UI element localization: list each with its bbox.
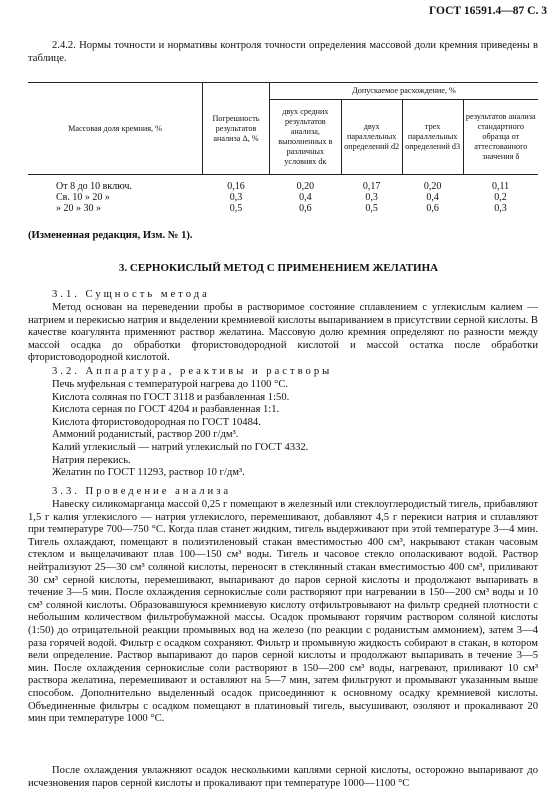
cell: 0,20 — [296, 181, 315, 192]
table-row — [28, 175, 538, 193]
reagent-item: Кислота соляная по ГОСТ 3118 и разбавленная 1:50. — [52, 391, 290, 403]
cell: 0,2 — [494, 192, 507, 203]
reagent-item: Желатин по ГОСТ 11293, раствор 10 г/дм³. — [52, 467, 245, 479]
subsection-3-3-text-2: После охлаждения увлажняют осадок несколькими каплями серной кислоты, осторожно выпаривают до исчезновения паров серной кислоты и прокаливают при температуре 1000—1100 °С — [28, 765, 538, 789]
page-header: ГОСТ 16591.4—87 С. 3 — [428, 5, 547, 17]
cell: 0,6 — [299, 203, 312, 214]
col-header-silicon: Массовая доля кремния, % — [28, 83, 203, 175]
col-header-delta: результатов анализа стандартного образца от аттестованного значения δ — [463, 100, 538, 175]
section-title: 3. СЕРНОКИСЛЫЙ МЕТОД С ПРИМЕНЕНИЕМ ЖЕЛАТИНА — [118, 262, 439, 274]
reagent-item: Кислота фтористоводородная по ГОСТ 10484. — [52, 416, 261, 428]
col-header-dk: двух средних результатов анализа, выполненных в различных условиях dк — [270, 100, 342, 175]
cell: 0,11 — [491, 181, 510, 192]
cell-range: » 20 » 30 » — [56, 203, 101, 214]
cell: 0,3 — [365, 192, 378, 203]
intro-paragraph: 2.4.2. Нормы точности и нормативы контроля точности определения массовой доли кремния приведены в таблице. — [28, 40, 538, 64]
table-row — [28, 192, 538, 203]
cell: 0,16 — [227, 181, 245, 192]
subsection-3-3-title: 3.3. Проведение анализа — [52, 486, 232, 497]
cell: 0,4 — [426, 192, 439, 203]
col-header-error: Погрешность результатов анализа Δ, % — [203, 83, 270, 175]
cell: 0,3 — [494, 203, 507, 214]
reagent-item: Натрия перекись. — [52, 454, 131, 466]
col-header-d3: трех параллельных определений d3 — [402, 100, 463, 175]
reagent-item: Кислота серная по ГОСТ 4204 и разбавленная 1:1. — [52, 404, 280, 416]
subsection-3-3-text: Навеску силикомарганца массой 0,25 г помещают в железный или стеклоуглеродистый тигель, прибавляют 1,5 г калия углекислого — натрия углекислого, перемешивают, добавляют 4,5 г перекиси натрия и сплавляют при температуре 700—750 °С. Когда плав станет жидким, тигель выдерживают при этой температуре 3—4 мин. Тигель охлаждают, помещают в полиэтиленовый стакан вместимостью 400 см³, накрывают стакан часовым стеклом и выщелачивают плав 100—150 см³ воды. Тигель и часовое стекло ополаскивают водой. Раствор нейтрализуют 25—30 см³ соляной кислоты, переносят в стеклянный стакан вместимостью 400 см³, приливают 30 см³ серной кислоты, перемешивают, выпаривают до паров серной кислоты и продолжают выпаривать в течение 3—5 мин. После охлаждения сернокислые соли растворяют при нагревании в 150—200 см³ воды и 10 см³ соляной кислоты. Образовавшуюся кремниевую кислоту отфильтровывают на фильтр средней плотности с небольшим количеством фильтробумажной массы. Осадок промывают горячим раствором соляной кислоты (1:50) до отрицательной реакции промывных вод на железо (по реакции с роданистым аммонием), затем 3—4 раза горячей водой. Фильтр с осадком сохраняют. Фильтр и промывную жидкость собирают в стакан, в котором вели определение. Раствор выпаривают до паров серной кислоты и продолжают выпаривать в течение 3—5 мин. После охлаждения сернокислые соли растворяют в 150—200 см³ воды, нагревают, приливают 10 см³ раствора желатина, перемешивают и оставляют на 5—7 мин, затем фильтруют и промывают указанным выше способом. Дополнительно выделенный осадок присоединяют к основному осадку кремниевой кислоты. Объединенные фильтры с осадком помещают в платиновый тигель, высушивают, озоляют и прокаливают 20 мин при температуре 1000 °С. — [28, 499, 538, 725]
cell: 0,6 — [426, 203, 439, 214]
cell: 0,17 — [362, 181, 381, 192]
cell-range: От 8 до 10 включ. — [56, 181, 132, 192]
table-row — [28, 203, 538, 214]
accuracy-table — [28, 82, 538, 214]
subsection-3-1-text: Метод основан на переведении пробы в растворимое состояние сплавлением с углекислым калием — натрием и перекисью натрия и выделении кремниевой кислоты выпариванием в присутствии серной кислоты. В качестве коагулянта применяют раствор желатина. Массовую долю кремния определяют по разности между массой осадка до обработки фтористоводородной кислотой и массой остатка после обработки фтористоводородной кислотой. — [28, 302, 538, 364]
cell: 0,5 — [365, 203, 378, 214]
reagent-item: Печь муфельная с температурой нагрева до 1100 °С. — [52, 379, 289, 390]
subsection-3-2-title: 3.2. Аппаратура, реактивы и растворы — [52, 366, 333, 377]
cell: 0,4 — [299, 192, 312, 203]
subsection-3-1-title: 3.1. Сущность метода — [52, 289, 210, 300]
cell: 0,5 — [229, 203, 243, 214]
col-header-d2: двух параллельных определений d2 — [341, 100, 402, 175]
cell: 0,20 — [423, 181, 442, 192]
col-header-group: Допускаемое расхождение, % — [270, 83, 539, 100]
reagents-list — [28, 379, 538, 480]
reagent-item: Аммоний роданистый, раствор 200 г/дм³. — [52, 429, 239, 441]
reagent-item: Калий углекислый — натрий углекислый по ГОСТ 4332. — [52, 441, 309, 453]
cell-range: Св. 10 » 20 » — [56, 192, 110, 203]
cell: 0,3 — [229, 192, 243, 203]
edition-note: (Измененная редакция, Изм. № 1). — [28, 230, 193, 241]
